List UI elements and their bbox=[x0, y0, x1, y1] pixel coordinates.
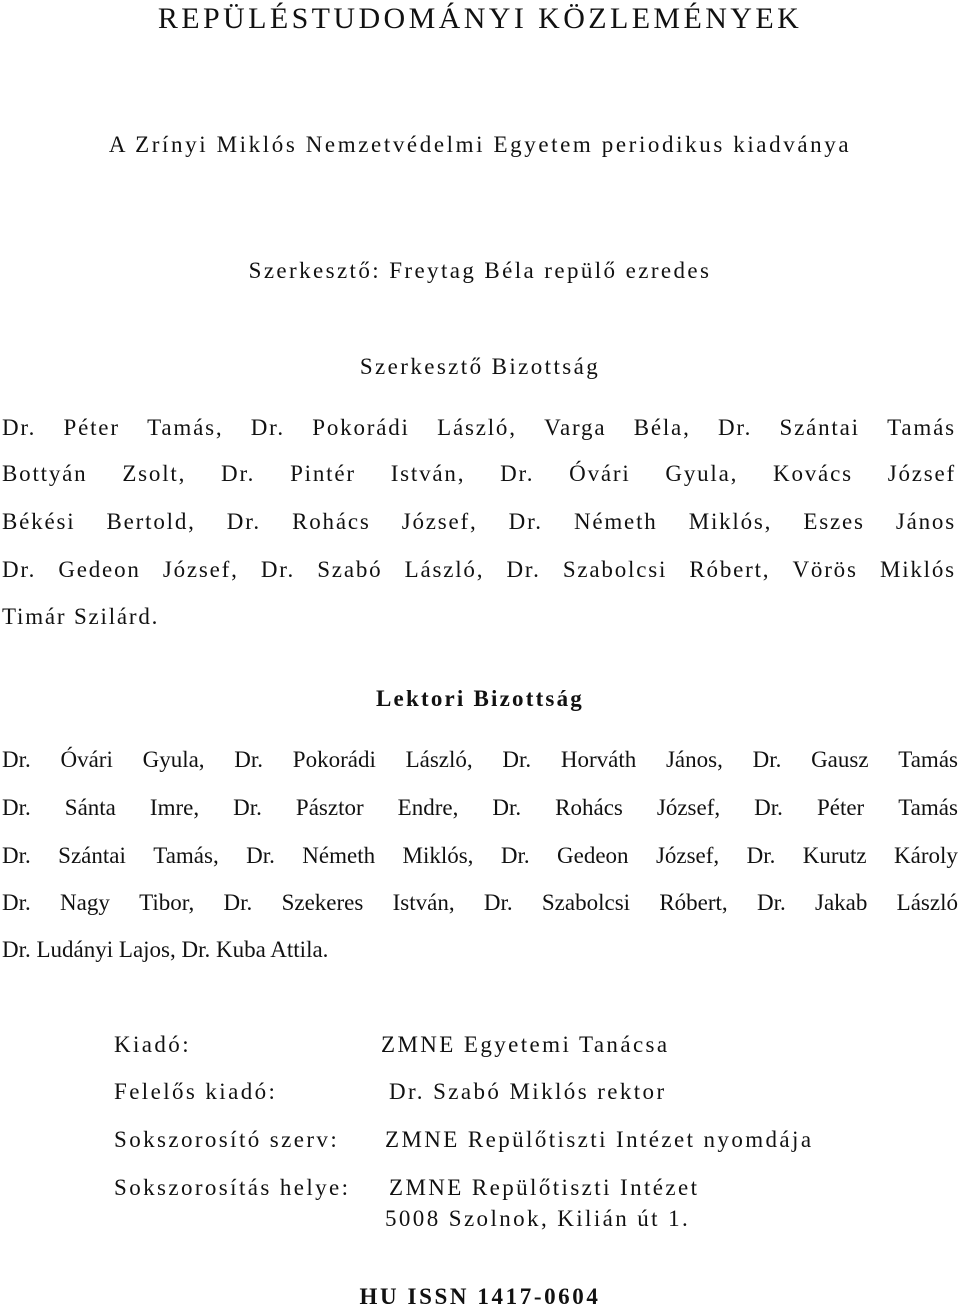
review-board-word: Tamás bbox=[898, 747, 958, 772]
editorial-board-row bbox=[2, 604, 956, 630]
editorial-board-word: Németh bbox=[573, 509, 658, 534]
editorial-board-word: Zsolt, bbox=[122, 461, 187, 486]
editorial-board-heading: Szerkesztő Bizottság bbox=[359, 354, 601, 379]
review-board-word: Gausz bbox=[811, 747, 869, 772]
review-board-word: László bbox=[896, 890, 958, 915]
editorial-board-word: Dr. bbox=[250, 415, 285, 440]
editorial-board-word: Miklós bbox=[879, 557, 956, 582]
editorial-board-word: Dr. bbox=[221, 461, 256, 486]
editorial-board-word: Dr. bbox=[500, 461, 535, 486]
editorial-board-word: Pokorádi bbox=[312, 415, 410, 440]
review-board-word: Dr. bbox=[502, 747, 532, 772]
editorial-board-word: Dr. bbox=[260, 557, 296, 582]
editorial-board-row bbox=[2, 509, 956, 535]
editorial-board-word: Péter bbox=[63, 415, 120, 440]
review-board-word: Dr. bbox=[233, 795, 262, 820]
print-place-address: 5008 Szolnok, Kilián út 1. bbox=[385, 1206, 691, 1231]
review-board-word: Dr. bbox=[752, 747, 782, 772]
editorial-board-row bbox=[2, 461, 956, 487]
printer-label: Sokszorosító szerv: bbox=[114, 1127, 340, 1152]
editorial-board-word: Dr. bbox=[717, 415, 753, 440]
editorial-board-word: Békési bbox=[2, 509, 76, 534]
review-board-word: Sánta bbox=[64, 795, 116, 820]
review-board-word: Dr. bbox=[492, 795, 522, 820]
editorial-board-word: István, bbox=[390, 461, 466, 486]
review-board-word: Horváth bbox=[560, 747, 637, 772]
print-place-label: Sokszorosítás helye: bbox=[114, 1175, 351, 1200]
editorial-board-word: Eszes bbox=[803, 509, 865, 534]
review-board-word: Dr. bbox=[483, 890, 513, 915]
review-board-word: Szántai bbox=[58, 843, 126, 868]
editorial-board-word: János bbox=[895, 509, 956, 534]
responsible-publisher-label: Felelős kiadó: bbox=[114, 1079, 278, 1104]
review-board-word: Dr. bbox=[754, 795, 783, 820]
review-board-word: József, bbox=[656, 795, 721, 820]
review-board-word: Miklós, bbox=[402, 843, 474, 868]
review-board-word: Pokorádi bbox=[292, 747, 376, 772]
review-board-word: Tamás, bbox=[153, 843, 219, 868]
editorial-board-word: Szabolcsi bbox=[562, 557, 668, 582]
review-board-word: Pásztor bbox=[295, 795, 364, 820]
review-board-word: Szabolcsi bbox=[541, 890, 631, 915]
review-board-word: Imre, bbox=[149, 795, 200, 820]
editorial-board-word: Miklós, bbox=[688, 509, 773, 534]
review-board-word: Nagy bbox=[60, 890, 110, 915]
review-board-row bbox=[2, 890, 958, 916]
review-board-word: János, bbox=[665, 747, 723, 772]
editorial-board-word: László, bbox=[404, 557, 485, 582]
editorial-board-word: László, bbox=[437, 415, 517, 440]
review-board-word: Dr. bbox=[756, 890, 786, 915]
review-board-word: Jakab bbox=[815, 890, 868, 915]
publisher-label: Kiadó: bbox=[114, 1032, 191, 1057]
editorial-board-word: Dr. bbox=[2, 557, 37, 582]
editorial-board-word: Óvári bbox=[569, 461, 631, 486]
editorial-board-word: Dr. bbox=[506, 557, 541, 582]
editorial-board-word: Varga bbox=[544, 415, 607, 440]
editorial-board-word: Gyula, bbox=[665, 461, 739, 486]
review-board-word: Dr. bbox=[223, 890, 253, 915]
review-board-word: Rohács bbox=[555, 795, 623, 820]
editorial-board-word: Kovács bbox=[773, 461, 853, 486]
review-board-word: Szekeres bbox=[281, 890, 364, 915]
review-board-word: Róbert, bbox=[659, 890, 728, 915]
editorial-board-word: Dr. bbox=[2, 415, 37, 440]
editorial-board-row bbox=[2, 557, 956, 583]
editorial-board-word: Dr. bbox=[508, 509, 543, 534]
editorial-board-word: Bertold, bbox=[106, 509, 196, 534]
publication-title: REPÜLÉSTUDOMÁNYI KÖZLEMÉNYEK bbox=[157, 2, 803, 35]
editorial-board-word: Pintér bbox=[290, 461, 356, 486]
review-board-word: Gedeon bbox=[557, 843, 629, 868]
review-board-word: Dr. bbox=[2, 795, 31, 820]
editorial-board-word: Vörös bbox=[792, 557, 858, 582]
review-board-word: Gyula, bbox=[142, 747, 205, 772]
issn-number: HU ISSN 1417-0604 bbox=[359, 1284, 601, 1309]
review-board-word: Óvári bbox=[60, 747, 113, 772]
review-board-row bbox=[2, 937, 958, 963]
editorial-board-word: József bbox=[887, 461, 956, 486]
review-board-word: József, bbox=[655, 843, 720, 868]
review-board-word: Tamás bbox=[898, 795, 958, 820]
editorial-board-word: Timár Szilárd. bbox=[2, 604, 160, 629]
review-board-word: Endre, bbox=[397, 795, 459, 820]
review-board-word: Dr. bbox=[246, 843, 275, 868]
review-board-word: Dr. bbox=[2, 843, 31, 868]
review-board-word: Dr. bbox=[234, 747, 264, 772]
editorial-board-word: Róbert, bbox=[689, 557, 771, 582]
editorial-board-word: Dr. bbox=[226, 509, 261, 534]
review-board-row bbox=[2, 795, 958, 821]
editorial-board-word: Béla, bbox=[633, 415, 691, 440]
editorial-board-word: Rohács bbox=[292, 509, 371, 534]
editorial-board-word: Tamás bbox=[887, 415, 956, 440]
review-board-word: Dr. bbox=[2, 747, 31, 772]
editorial-board-word: József, bbox=[401, 509, 478, 534]
review-board-word: Dr. bbox=[500, 843, 530, 868]
editorial-board-word: Bottyán bbox=[2, 461, 88, 486]
review-board-word: Dr. bbox=[746, 843, 776, 868]
review-board-heading: Lektori Bizottság bbox=[376, 686, 584, 711]
review-board-word: Dr. Ludányi Lajos, Dr. Kuba Attila. bbox=[2, 937, 329, 962]
review-board-word: Kurutz bbox=[802, 843, 867, 868]
review-board-word: Tibor, bbox=[139, 890, 195, 915]
responsible-publisher-value: Dr. Szabó Miklós rektor bbox=[389, 1079, 667, 1104]
review-board-row bbox=[2, 747, 958, 773]
review-board-word: István, bbox=[392, 890, 455, 915]
editorial-board-word: Tamás, bbox=[147, 415, 224, 440]
review-board-word: Péter bbox=[816, 795, 865, 820]
review-board-row bbox=[2, 843, 958, 869]
review-board-word: Károly bbox=[894, 843, 958, 868]
review-board-word: Németh bbox=[302, 843, 376, 868]
editorial-board-word: Gedeon bbox=[58, 557, 141, 582]
print-place-value: ZMNE Repülőtiszti Intézet bbox=[389, 1175, 700, 1200]
publication-subtitle: A Zrínyi Miklós Nemzetvédelmi Egyetem periodikus kiadványa bbox=[108, 132, 852, 157]
review-board-word: László, bbox=[405, 747, 473, 772]
review-board-word: Dr. bbox=[2, 890, 31, 915]
editorial-board-word: Szabó bbox=[317, 557, 383, 582]
publisher-value: ZMNE Egyetemi Tanácsa bbox=[381, 1032, 670, 1057]
editorial-board-row bbox=[2, 415, 956, 441]
editorial-board-word: Szántai bbox=[779, 415, 860, 440]
editorial-board-word: József, bbox=[162, 557, 239, 582]
editor-line: Szerkesztő: Freytag Béla repülő ezredes bbox=[248, 258, 712, 283]
printer-value: ZMNE Repülőtiszti Intézet nyomdája bbox=[385, 1127, 814, 1152]
